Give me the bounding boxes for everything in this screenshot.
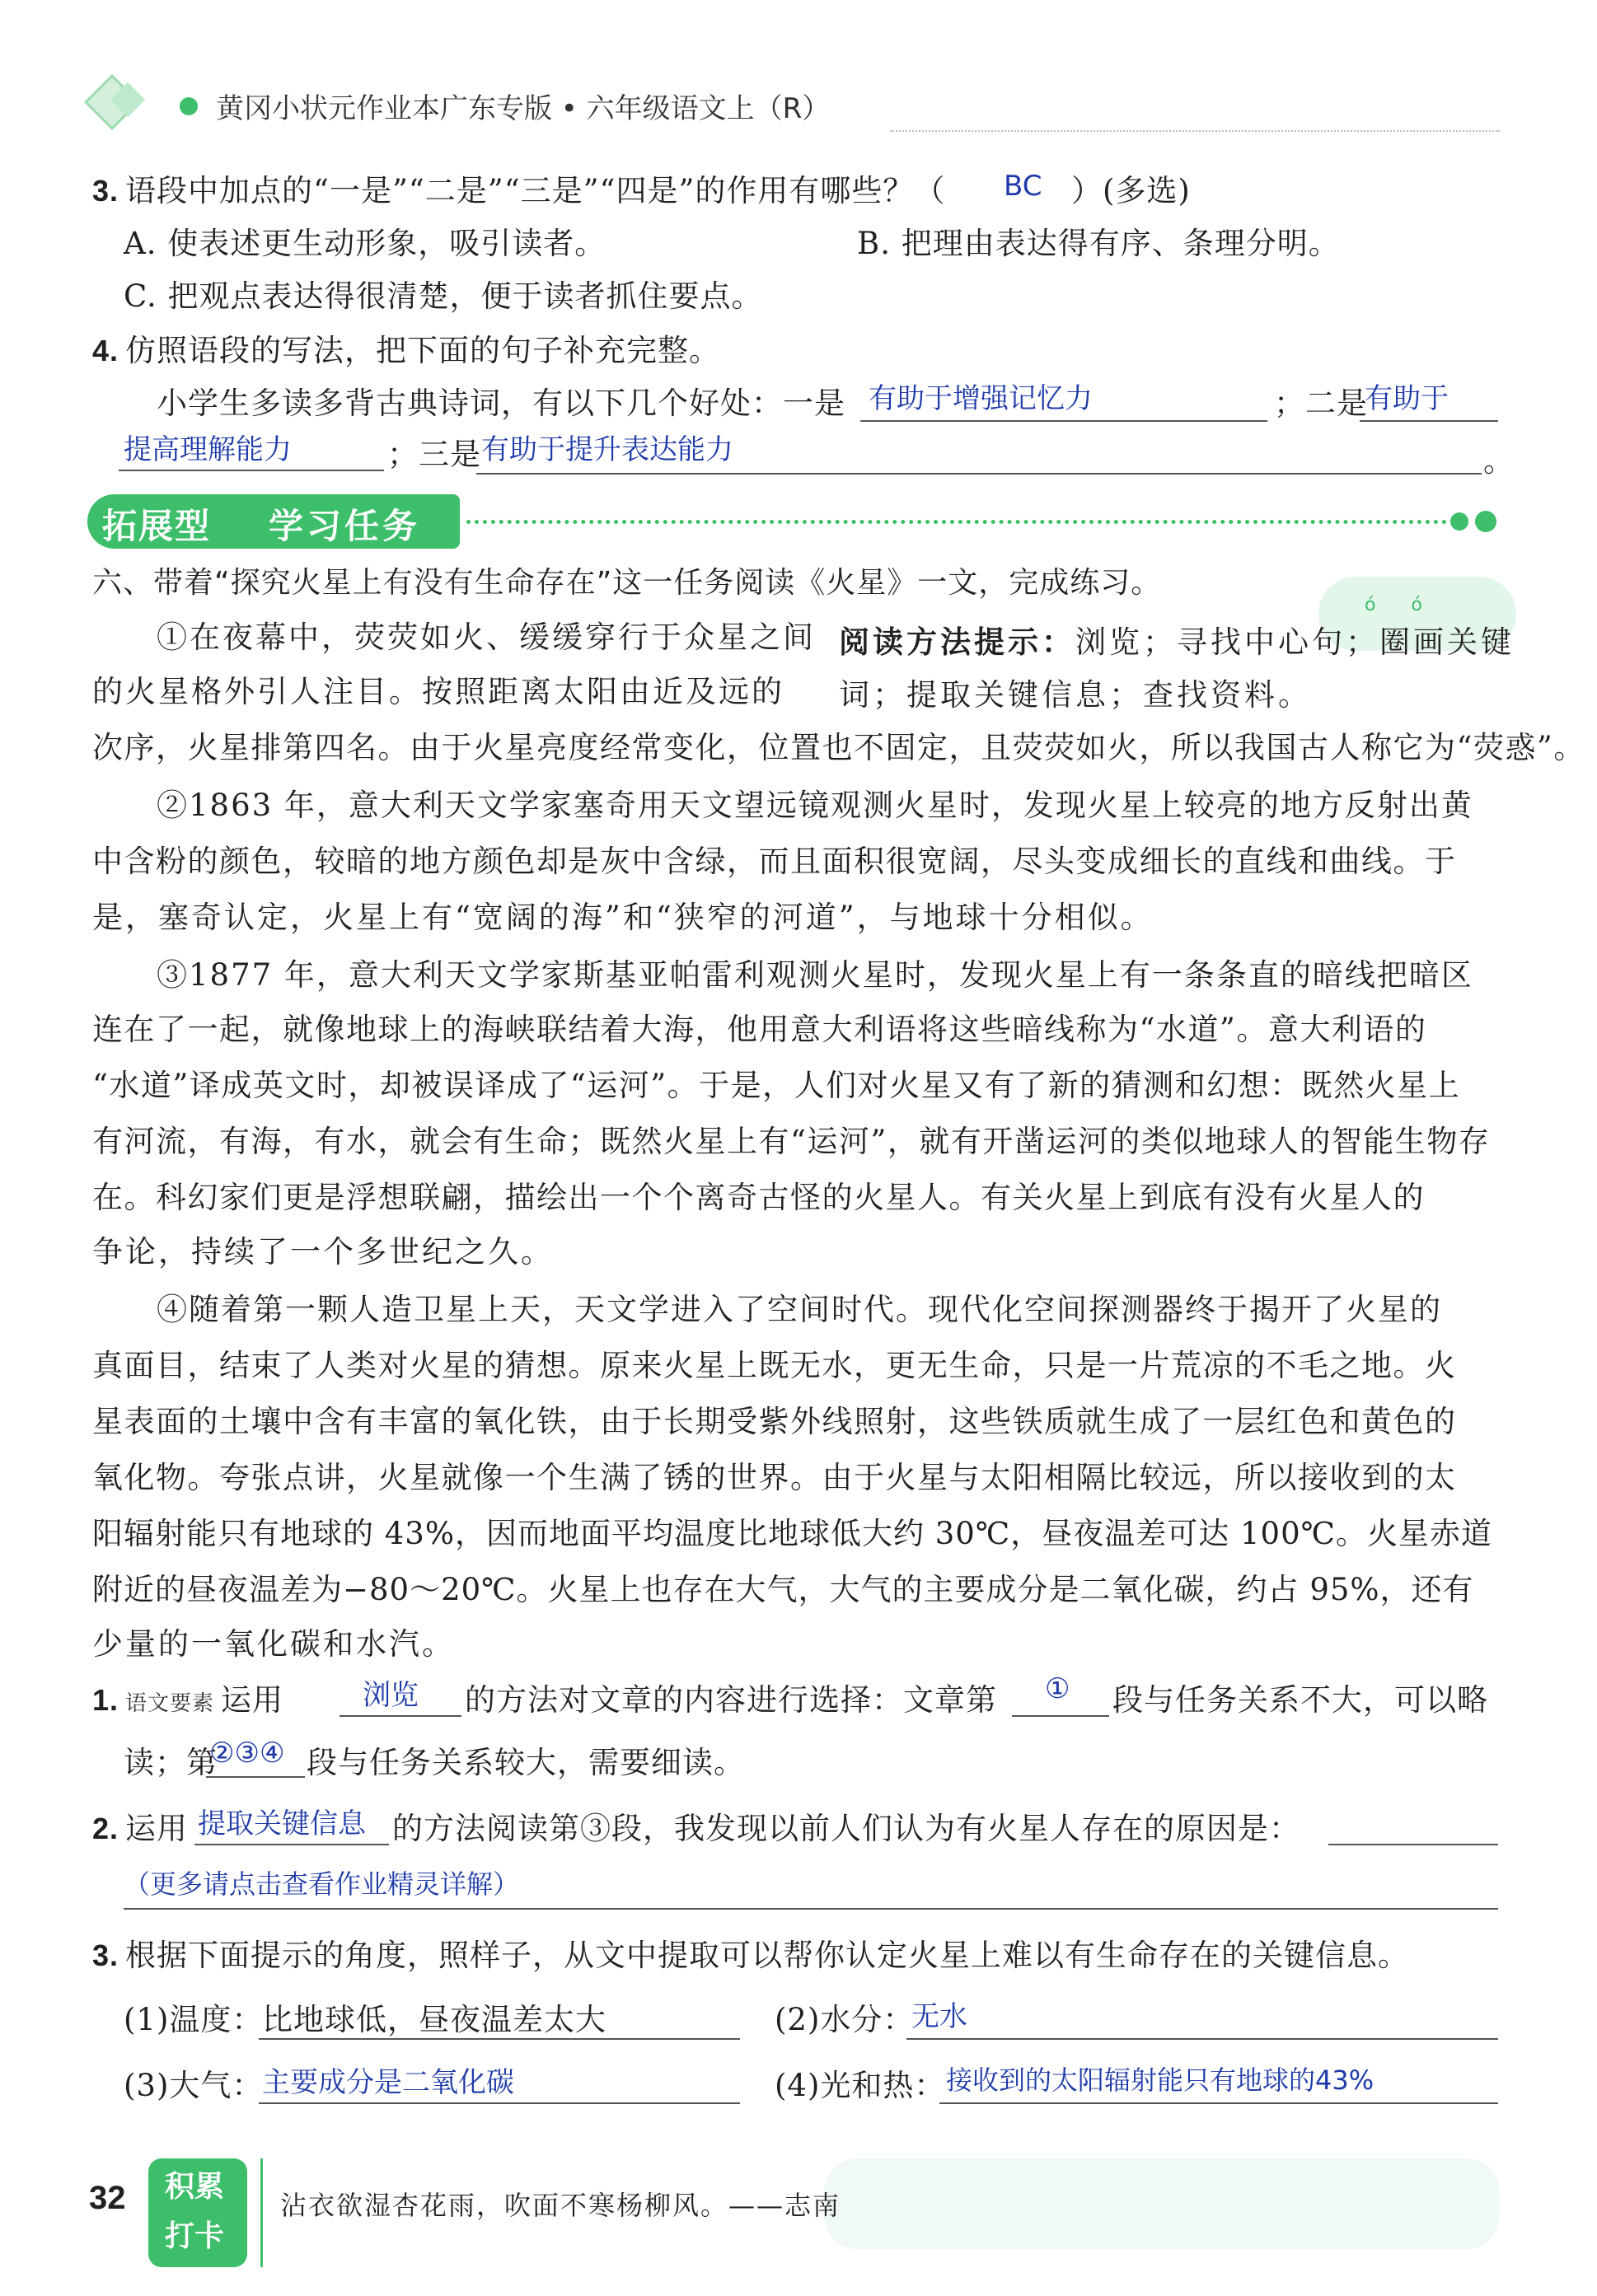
p1-line3: 次序，火星排第四名。由于火星亮度经常变化，位置也不固定，且荧荧如火，所以我国古人称它为“荧惑”。 (92, 730, 1585, 765)
q1-tag: 语文要素 (125, 1691, 215, 1716)
q1-blank2 (1012, 1715, 1109, 1717)
question-number: 3. (92, 1938, 119, 1972)
header-title: 黄冈小状元作业本广东专版 • 六年级语文上（R） (216, 92, 831, 125)
q2-text2: 的方法阅读第③段，我发现以前人们认为有火星人存在的原因是： (392, 1811, 1300, 1846)
q4-answer1[interactable]: 有助于增强记忆力 (869, 382, 1093, 415)
tip-line1: 阅读方法提示：浏览；寻找中心句；圈画关键 (839, 624, 1515, 660)
q2-detail-link[interactable]: （更多请点击查看作业精灵详解） (124, 1868, 520, 1900)
q2-line1-start: 2. 运用 (92, 1811, 189, 1846)
p4-line7: 少量的一氧化碳和水汽。 (92, 1626, 455, 1662)
q1-answer1[interactable]: 浏览 (363, 1679, 419, 1712)
footer-divider (260, 2158, 263, 2267)
q3-blank4 (939, 2102, 1498, 2104)
footer-quote: 沾衣欲湿杏花雨，吹面不寒杨柳风。——志南 (280, 2190, 841, 2221)
p3-line5: 在。科幻家们更是浮想联翩，描绘出一个个离奇古怪的火星人。有关火星上到底有没有火星人的 (92, 1180, 1425, 1215)
question-number: 3. (92, 174, 119, 208)
p3-line6: 争论，持续了一个多世纪之久。 (92, 1234, 554, 1270)
q3-blank1 (259, 2038, 740, 2040)
q1-text4: 读；第 (124, 1745, 218, 1780)
page-number: 32 (89, 2180, 126, 2216)
section-label-1: 拓展型 (102, 506, 212, 546)
footer-bg (824, 2158, 1500, 2249)
q2-blank3 (124, 1908, 1498, 1910)
q1-answer2[interactable]: ① (1045, 1672, 1070, 1705)
q4-top-question: 4. 仿照语段的写法，把下面的句子补充完整。 (92, 333, 721, 368)
q4-answer2-part2[interactable]: 提高理解能力 (124, 433, 292, 466)
section-end-dot-icon (1475, 511, 1496, 532)
question-number: 1. (92, 1683, 119, 1717)
q3-top-tail: ）(多选) (1071, 173, 1191, 208)
option-a: A. 使表述更生动形象，吸引读者。 (124, 226, 606, 261)
q3-blank2 (906, 2038, 1498, 2040)
q4-blank2b (119, 470, 384, 471)
q3-top-question: 3. 语段中加点的“一是”“二是”“三是”“四是”的作用有哪些？（ (92, 173, 946, 208)
q3-item2-value[interactable]: 无水 (911, 2000, 967, 2033)
footer-badge-line1: 积累 (165, 2170, 225, 2204)
q3-item2-label: (2)水分： (775, 2002, 915, 2037)
q3-item1-label: (1)温度： (124, 2002, 264, 2037)
q1-blank1 (340, 1715, 461, 1717)
q4-blank3 (476, 473, 1482, 475)
q3-item4-label: (4)光和热： (775, 2068, 946, 2103)
p3-line3: “水道”译成英文时，却被误译成了“运河”。于是，人们对火星又有了新的猜测和幻想：既然火星上 (92, 1068, 1461, 1103)
q1-blank3 (206, 1776, 305, 1778)
footer-badge-line2: 打卡 (165, 2219, 225, 2253)
q4-line2-mid: ；三是 (387, 437, 481, 472)
q4-answer3[interactable]: 有助于提升表达能力 (481, 433, 733, 466)
p4-line2: 真面目，结束了人类对火星的猜想。原来火星上既无水，更无生命，只是一片荒凉的不毛之地。火 (92, 1348, 1457, 1383)
p4-line6: 附近的昼夜温差为−80～20℃。火星上也存在大气，大气的主要成分是二氧化碳，约占 95%，还有 (92, 1572, 1474, 1607)
option-b: B. 把理由表达得有序、条理分明。 (857, 226, 1340, 261)
q1-line1-start: 1. 语文要素 运用 (92, 1682, 284, 1718)
q3-item4-value[interactable]: 接收到的太阳辐射能只有地球的43% (946, 2065, 1375, 2096)
q4-answer2-part1[interactable]: 有助于 (1365, 382, 1449, 415)
q2-blank2 (1328, 1844, 1498, 1845)
q4-line1-prefix: 小学生多读多背古典诗词，有以下几个好处：一是 (157, 386, 845, 421)
q4-blank1 (860, 420, 1267, 422)
q1-text2: 的方法对文章的内容进行选择：文章第 (465, 1682, 997, 1718)
question-number: 4. (92, 334, 119, 367)
q4-blank2a (1360, 420, 1498, 422)
q3-top-answer[interactable]: BC (1004, 170, 1042, 203)
p2-line1: ②1863 年，意大利天文学家塞奇用天文望远镜观测火星时，发现火星上较亮的地方反射出黄 (157, 788, 1473, 823)
p2-line3: 是，塞奇认定，火星上有“宽阔的海”和“狭窄的河道”，与地球十分相似。 (92, 900, 1154, 935)
q2-answer1[interactable]: 提取关键信息 (198, 1807, 366, 1840)
q3-blank3 (259, 2102, 740, 2104)
p2-line2: 中含粉的颜色，较暗的地方颜色却是灰中含绿，而且面积很宽阔，尽头变成细长的直线和曲线。于 (92, 844, 1457, 879)
header-dotted-rule (890, 130, 1500, 132)
q3-item3-value[interactable]: 主要成分是二氧化碳 (262, 2066, 514, 2099)
q3-item1-value: 比地球低，昼夜温差太大 (262, 2002, 606, 2037)
p4-line5: 阳辐射能只有地球的 43%，因而地面平均温度比地球低大约 30℃，昼夜温差可达 100℃。火星赤道 (92, 1516, 1493, 1551)
option-c: C. 把观点表达得很清楚，便于读者抓住要点。 (124, 278, 763, 314)
section-dotted-line (466, 520, 1447, 524)
section-end-dot-icon (1450, 512, 1468, 531)
header-dot-icon (180, 97, 198, 115)
q1-answer3[interactable]: ②③④ (209, 1737, 285, 1770)
tip-eyes-icon: ó ó (1365, 595, 1437, 615)
tip-label: 阅读方法提示： (839, 624, 1075, 660)
tip-line2: 词；提取关键信息；查找资料。 (839, 677, 1312, 713)
section-label-2: 学习任务 (269, 506, 421, 546)
q1-text3: 段与任务关系不大，可以略 (1112, 1682, 1488, 1718)
q2-blank1 (194, 1844, 389, 1845)
question-number: 2. (92, 1812, 119, 1845)
p4-line3: 星表面的土壤中含有丰富的氧化铁，由于长期受紫外线照射，这些铁质就生成了一层红色和黄色的 (92, 1404, 1457, 1439)
p1-line1: ①在夜幕中，荧荧如火、缓缓穿行于众星之间 (157, 620, 816, 655)
q3-item3-label: (3)大气： (124, 2068, 264, 2103)
p4-line4: 氧化物。夸张点讲，火星就像一个生满了锈的世界。由于火星与太阳相隔比较远，所以接收到的太 (92, 1460, 1457, 1495)
p3-line2: 连在了一起，就像地球上的海峡联结着大海，他用意大利语将这些暗线称为“水道”。意大利语的 (92, 1012, 1427, 1047)
q3-question: 3. 根据下面提示的角度，照样子，从文中提取可以帮你认定火星上难以有生命存在的关键信息。 (92, 1938, 1410, 1973)
p4-line1: ④随着第一颗人造卫星上天，天文学进入了空间时代。现代化空间探测器终于揭开了火星的 (157, 1292, 1442, 1327)
p3-line4: 有河流，有海，有水，就会有生命；既然火星上有“运河”，就有开凿运河的类似地球人的智能生物存 (92, 1124, 1491, 1159)
q4-end: 。 (1483, 443, 1515, 479)
p1-line2: 的火星格外引人注目。按照距离太阳由近及远的 (92, 674, 784, 709)
q4-line1-mid: ；二是 (1274, 386, 1368, 421)
task-title: 六、带着“探究火星上有没有生命存在”这一任务阅读《火星》一文，完成练习。 (92, 566, 1162, 600)
p3-line1: ③1877 年，意大利天文学家斯基亚帕雷利观测火星时，发现火星上有一条条直的暗线把暗区 (157, 957, 1473, 993)
q1-text5: 段与任务关系较大，需要细读。 (307, 1745, 745, 1780)
